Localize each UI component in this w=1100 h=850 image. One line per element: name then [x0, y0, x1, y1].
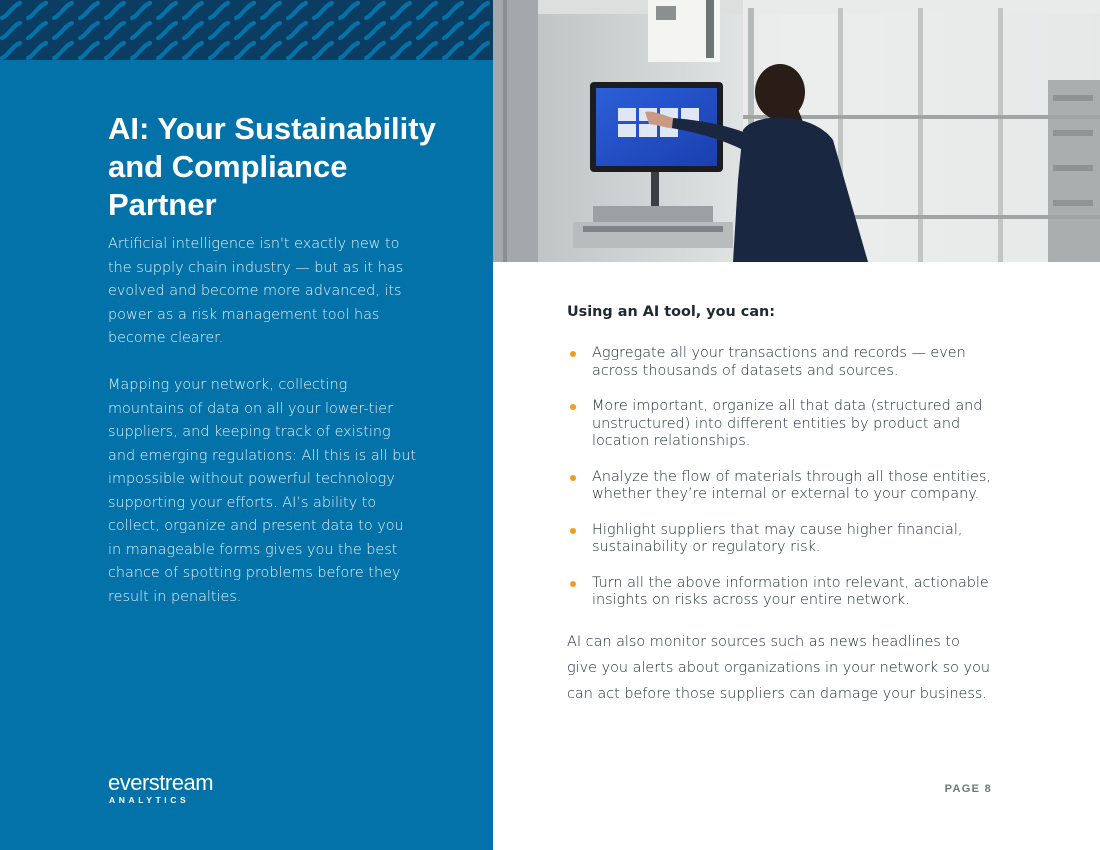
list-item-text: Analyze the flow of materials through all those entities, whether they’re internal or external to your company.: [592, 468, 991, 502]
page-title: AI: Your Sustainability and Compliance Partner: [108, 111, 436, 222]
logo-subtitle: ANALYTICS: [109, 795, 190, 805]
bullet-dot-icon: [570, 351, 576, 357]
logo-wordmark: everstream: [108, 770, 214, 795]
list-item-text: Aggregate all your transactions and records — even across thousands of datasets and sources.: [592, 345, 966, 379]
left-panel: [0, 0, 493, 850]
bullet-dot-icon: [570, 404, 576, 410]
list-item-text: More important, organize all that data (structured and unstructured) into different entities by product and location relationships.: [592, 398, 983, 449]
intro-paragraph: Artificial intelligence isn't exactly new to the supply chain industry — but as it has evolved and become more advanced, its power as a risk management tool has become clearer.: [108, 236, 404, 346]
everstream-logo: [108, 772, 213, 805]
intro-text: [108, 233, 418, 609]
list-item: [567, 575, 992, 610]
list-heading: Using an AI tool, you can:: [567, 304, 776, 320]
bullet-dot-icon: [570, 475, 576, 481]
capabilities-list: [567, 345, 992, 628]
list-item: [567, 398, 992, 451]
intro-paragraph: Mapping your network, collecting mountains of data on all your lower-tier suppliers, and keeping track of existing and emerging regulations: All this is all but impossible without powerful technology supporting your efforts. AI’s ability to collect, organize and present data to you in manageable forms gives you the best chance of spotting problems before they result in penalties.: [108, 377, 417, 605]
list-item: [567, 469, 992, 504]
hero-photo-woman-touchscreen: [493, 0, 1100, 262]
bullet-dot-icon: [570, 581, 576, 587]
warehouse-photo-icon: [493, 0, 1100, 262]
closing-paragraph: AI can also monitor sources such as news headlines to give you alerts about organizations in your network so you can act before those suppliers can damage your business.: [567, 634, 990, 702]
list-item-text: Highlight suppliers that may cause higher financial, sustainability or regulatory risk.: [592, 521, 963, 555]
list-item-text: Turn all the above information into relevant, actionable insights on risks across your entire network.: [592, 574, 989, 608]
decorative-stripe-band: [0, 0, 493, 60]
list-item: [567, 345, 992, 380]
stripe-pattern-icon: [0, 0, 493, 60]
list-item: [567, 522, 992, 557]
bullet-dot-icon: [570, 528, 576, 534]
page-number: PAGE 8: [944, 783, 992, 795]
